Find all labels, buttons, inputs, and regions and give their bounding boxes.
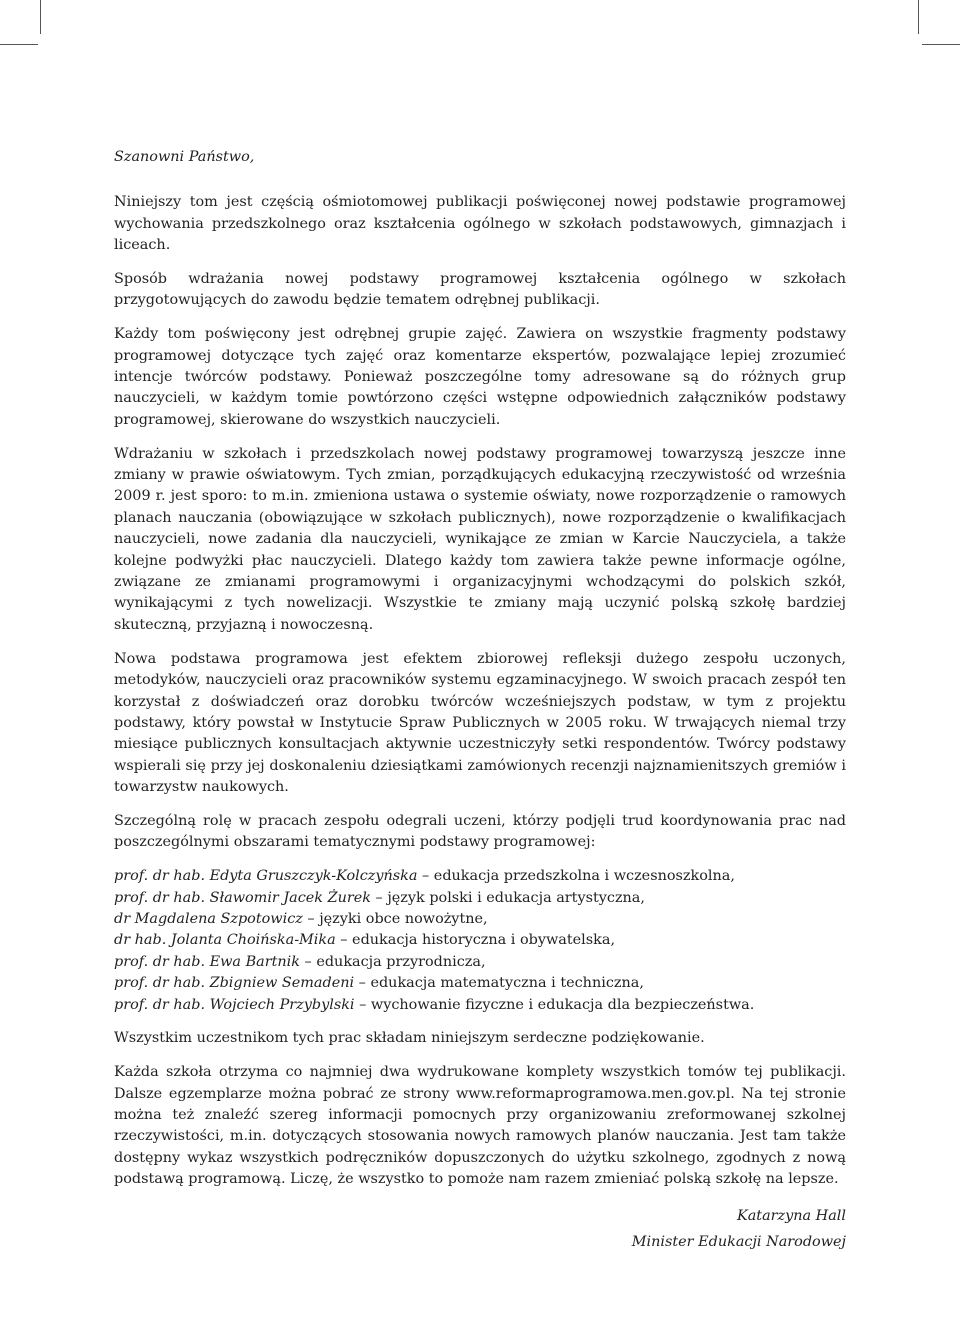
coordinator-area: – edukacja przyrodnicza, — [299, 953, 486, 970]
paragraph: Każda szkoła otrzyma co najmniej dwa wydrukowane komplety wszystkich tomów tej publikacji. Dalsze egzemplarze można pobrać ze strony www.reformaprogramowa.men.gov.pl. Na tej stronie można też znaleźć szereg informacji pomocnych przy organizowaniu zreformowanej szkolnej rzeczywistości, m.in. dotyczących stosowania nowych ramowych planów nauczania. Jest tam także dostępny wykaz wszystkich podręczników dopuszczonych do użytku szkolnego, zgodnych z nową podstawą programową. Liczę, że wszystko to pomoże nam razem zmieniać polską szkołę na lepsze. — [114, 1064, 846, 1188]
letter-page — [114, 147, 846, 1255]
paragraph: Nowa podstawa programowa jest efektem zbiorowej refleksji dużego zespołu uczonych, metodyków, nauczycieli oraz pracowników systemu egzaminacyjnego. W swoich pracach zespół ten korzystał z doświadczeń oraz dorobku twórców wcześniejszych podstaw, w tym z projektu podstawy, który powstał w Instytucie Spraw Publicznych w 2005 roku. W trwających niemal trzy miesiące publicznych konsultacjach aktywnie uczestniczyły setki respondentów. Twórcy podstawy wspierali się przy jej doskonaleniu dziesiątkami zamówionych recenzji najznamienitszych gremiów i towarzystw naukowych. — [114, 650, 846, 796]
list-item — [114, 973, 846, 994]
coordinator-name: prof. dr hab. Edyta Gruszczyk-Kolczyńska — [114, 868, 418, 885]
list-item — [114, 952, 846, 973]
list-item — [114, 930, 846, 951]
signature-title: Minister Edukacji Narodowej — [631, 1233, 846, 1250]
paragraph: Wdrażaniu w szkołach i przedszkolach nowej podstawy programowej towarzyszą jeszcze inne zmiany w prawie oświatowym. Tych zmian, porządkujących edukacyjną rzeczywistość od września 2009 r. jest sporo: to m.in. zmieniona ustawa o systemie oświaty, nowe rozporządzenie o ramowych planach nauczania (obowiązujące w szkołach publicznych), nowe rozporządzenie o kwalifikacjach nauczycieli, nowe zadania dla nauczycieli, wynikające ze zmian w Karcie Nauczyciela, a także kolejne podwyżki płac nauczycieli. Dlatego każdy tom zawiera także pewne informacje ogólne, związane ze zmianami programowymi i organizacyjnymi wchodzącymi do polskich szkół, wynikającymi z tych nowelizacji. Wszystkie te zmiany mają uczynić polską szkołę bardziej skuteczną, przyjazną i nowoczesną. — [114, 445, 846, 633]
signature-name: Katarzyna Hall — [736, 1207, 846, 1224]
paragraph: Szczególną rolę w pracach zespołu odegrali uczeni, którzy podjęli trud koordynowania prac nad poszczególnymi obszarami tematycznymi podstawy programowej: — [114, 812, 846, 851]
coordinator-area: – edukacja historyczna i obywatelska, — [335, 932, 616, 949]
coordinator-area: – wychowanie fizyczne i edukacja dla bezpieczeństwa. — [354, 996, 755, 1013]
crop-mark-right — [922, 44, 960, 45]
list-item — [114, 995, 846, 1016]
coordinator-area: – edukacja przedszkolna i wczesnoszkolna, — [417, 868, 735, 885]
coordinators-list — [114, 866, 846, 1016]
list-item — [114, 888, 846, 909]
paragraph: Każdy tom poświęcony jest odrębnej grupie zajęć. Zawiera on wszystkie fragmenty podstawy programowej dotyczące tych zajęć oraz komentarze ekspertów, pozwalające lepiej zrozumieć intencje twórców podstawy. Ponieważ poszczególne tomy adresowane są do różnych grup nauczycieli, w każdym tomie powtórzono części wstępne odpowiednich załączników podstawy programowej, skierowane do wszystkich nauczycieli. — [114, 326, 846, 428]
coordinator-name: dr Magdalena Szpotowicz — [114, 910, 303, 927]
greeting: Szanowni Państwo, — [114, 149, 255, 165]
paragraph: Wszystkim uczestnikom tych prac składam niniejszym serdeczne podziękowanie. — [114, 1030, 705, 1047]
crop-mark-top-left — [40, 0, 41, 34]
coordinator-name: prof. dr hab. Wojciech Przybylski — [114, 996, 355, 1013]
paragraph: Niniejszy tom jest częścią ośmiotomowej publikacji poświęconej nowej podstawie programowej wychowania przedszkolnego oraz kształcenia ogólnego w szkołach podstawowych, gimnazjach i liceach. — [114, 194, 846, 254]
coordinator-name: prof. dr hab. Zbigniew Semadeni — [114, 975, 355, 992]
coordinator-name: prof. dr hab. Sławomir Jacek Żurek — [114, 889, 371, 906]
coordinator-name: dr hab. Jolanta Choińska-Mika — [114, 932, 336, 949]
coordinator-area: – edukacja matematyczna i techniczna, — [354, 975, 644, 992]
coordinator-area: – języki obce nowożytne, — [302, 910, 488, 927]
list-item — [114, 909, 846, 930]
crop-mark-top-right — [918, 0, 919, 34]
list-item — [114, 866, 846, 887]
coordinator-name: prof. dr hab. Ewa Bartnik — [114, 953, 300, 970]
crop-mark-left — [0, 44, 38, 45]
paragraph: Sposób wdrażania nowej podstawy programowej kształcenia ogólnego w szkołach przygotowujących do zawodu będzie tematem odrębnej publikacji. — [114, 271, 846, 309]
coordinator-area: – język polski i edukacja artystyczna, — [370, 889, 645, 906]
